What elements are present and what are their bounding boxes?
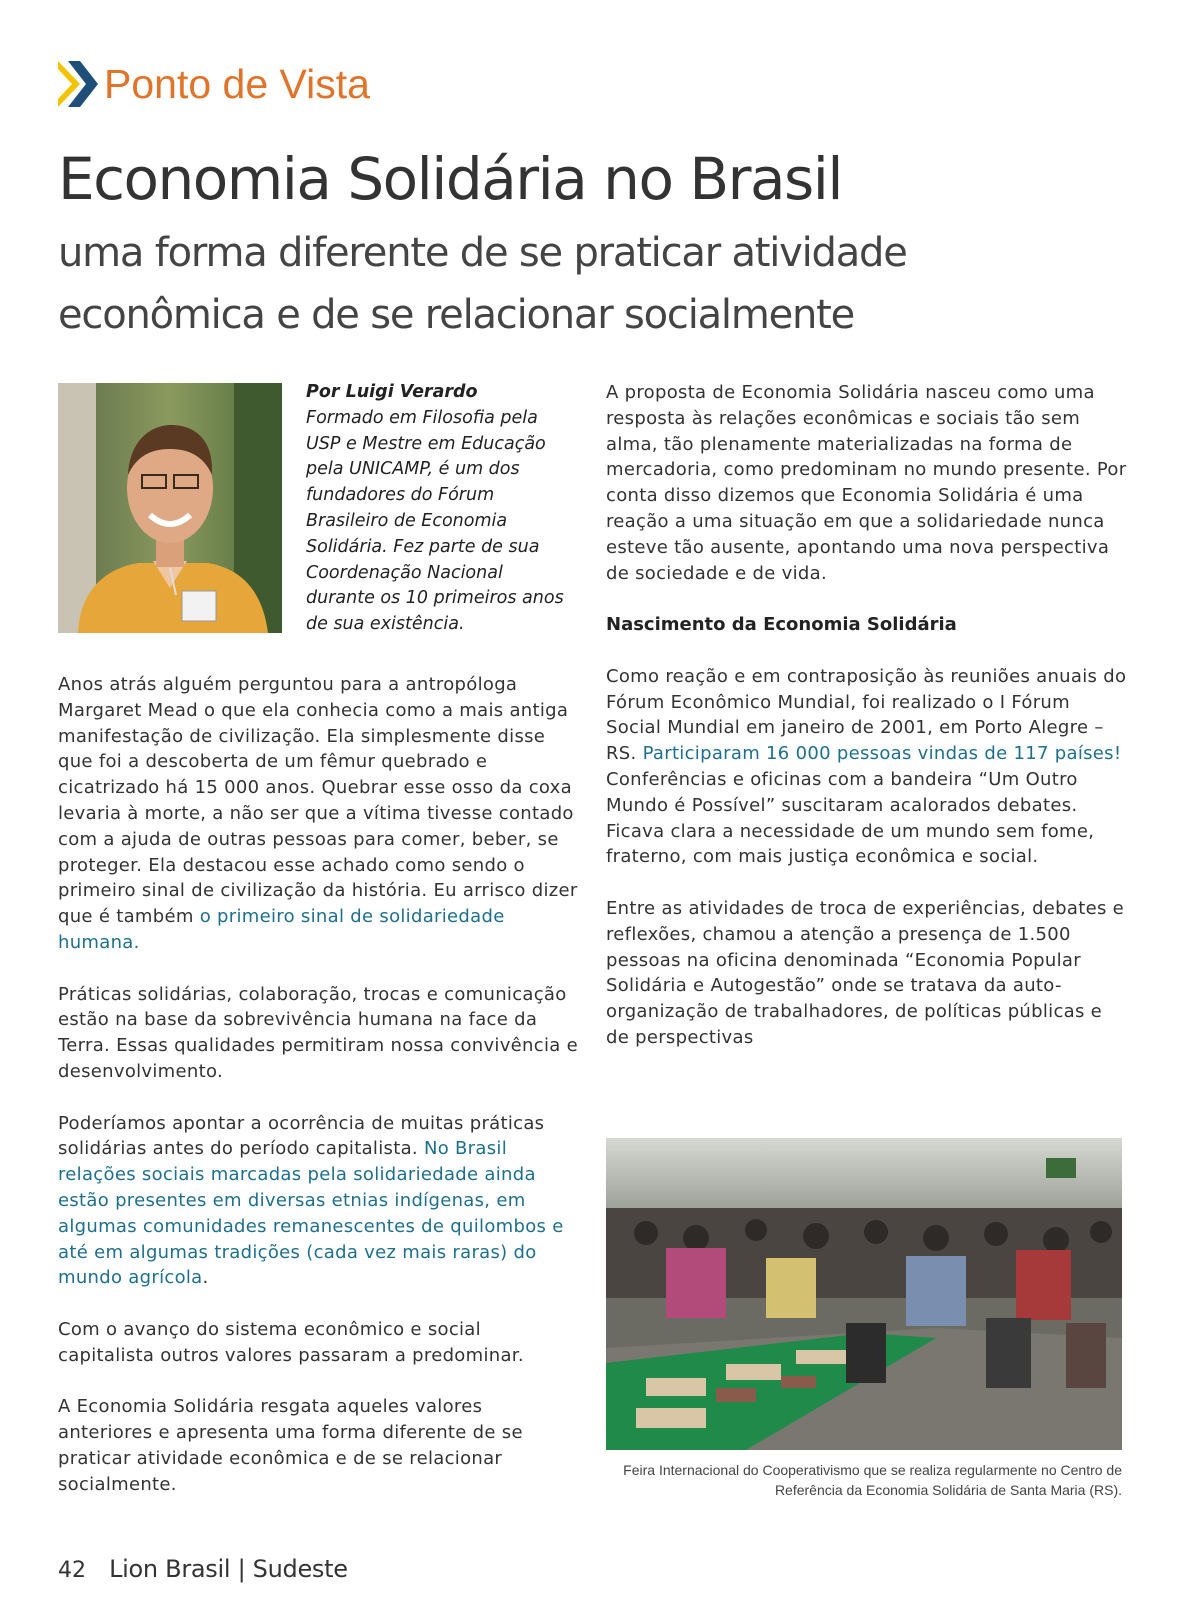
paragraph-text-end: Conferências e oficinas com a bandeira “Um Outro Mundo é Possível” suscitaram acalorados debates. Ficava clara a necessidade de um mundo sem fome, fraterno, com mais justiça econômica e social. xyxy=(606,768,1095,868)
paragraph: Entre as atividades de troca de experiências, debates e reflexões, chamou a atenção a presença de 1.500 pessoas na oficina denominada “Economia Popular Solidária e Autogestão” onde se tratava da auto-organização de trabalhadores, de políticas públicas e de perspectivas xyxy=(606,897,1125,1048)
author-photo xyxy=(58,383,282,633)
photo-caption: Feira Internacional do Cooperativismo que se realiza regularmente no Centro de Referência da Economia Solidária de Santa Maria (RS). xyxy=(623,1462,1122,1498)
left-column xyxy=(58,672,578,1523)
paragraph-text: Como reação e em contraposição às reuniões anuais do Fórum Econômico Mundial, foi realizado o I Fórum Social Mundial em janeiro de 2001, em Porto Alegre – RS. xyxy=(606,665,1127,765)
paragraph: A proposta de Economia Solidária nasceu como uma resposta às relações econômicas e sociais tão sem alma, tão plenamente materializadas na forma de mercadoria, como predominam no mundo presente. Por conta disso dizemos que Economia Solidária é uma reação a uma situação em que a solidariedade nunca esteve tão ausente, apontando uma nova perspectiva de sociedade e de vida. xyxy=(606,382,1127,584)
highlighted-text: o primeiro sinal de solidariedade humana xyxy=(58,906,505,953)
page-footer xyxy=(58,1555,348,1583)
paragraph-text: Poderíamos apontar a ocorrência de muitas práticas solidárias antes do período capitalista. xyxy=(58,1112,545,1160)
author-info xyxy=(306,380,576,638)
page-number: 42 xyxy=(58,1558,86,1583)
author-name: Por Luigi Verardo xyxy=(306,382,478,402)
paragraph: Práticas solidárias, colaboração, trocas e comunicação estão na base da sobrevivência humana na face da Terra. Essas qualidades permitiram nossa convivência e desenvolvimento. xyxy=(58,983,578,1082)
paragraph: A Economia Solidária resgata aqueles valores anteriores e apresenta uma forma diferente de se praticar atividade econômica e de se relacionar socialmente. xyxy=(58,1396,523,1495)
highlighted-text: Participaram 16 000 pessoas vindas de 117 países! xyxy=(642,743,1122,765)
article-title: Economia Solidária no Brasil xyxy=(58,145,842,213)
highlighted-text: No Brasil relações sociais marcadas pela solidariedade ainda estão presentes em diversas etnias indígenas, em algumas comunidades remanescentes de quilombos e até em algumas tradições (cada vez mais raras) do mundo agrícola xyxy=(58,1138,564,1289)
paragraph xyxy=(606,664,1131,870)
section-subheading: Nascimento da Economia Solidária xyxy=(606,614,957,636)
article-subtitle: uma forma diferente de se praticar atividade econômica e de se relacionar socialmente xyxy=(58,230,907,338)
chevron-arrow-icon xyxy=(58,61,98,107)
author-bio: Formado em Filosofia pela USP e Mestre em Educação pela UNICAMP, é um dos fundadores do Fórum Brasileiro de Economia Solidária. Fez parte de sua Coordenação Nacional durante os 10 primeiros anos de sua existência. xyxy=(306,407,564,635)
publication-name: Lion Brasil | Sudeste xyxy=(109,1555,348,1583)
paragraph xyxy=(58,1111,578,1292)
paragraph: Com o avanço do sistema econômico e social capitalista outros valores passaram a predominar. xyxy=(58,1318,524,1366)
section-label: Ponto de Vista xyxy=(104,60,370,107)
paragraph xyxy=(58,672,578,956)
fair-photo xyxy=(606,1138,1122,1450)
paragraph-text-end: . xyxy=(202,1267,209,1289)
paragraph-text: Anos atrás alguém perguntou para a antropóloga Margaret Mead o que ela conhecia como a mais antiga manifestação de civilização. Ela simplesmente disse que foi a descoberta de um fêmur quebrado e cicatrizado há 15 000 anos. Quebrar esse osso da coxa levaria à morte, a não ser que a vítima tivesse contado com a ajuda de outras pessoas para comer, beber, se proteger. Ela destacou esse achado como sendo o primeiro sinal de civilização da história. Eu arrisco dizer que é também xyxy=(58,674,578,928)
right-column xyxy=(606,380,1131,1077)
paragraph-text-end: . xyxy=(133,931,140,953)
section-header xyxy=(58,60,370,108)
